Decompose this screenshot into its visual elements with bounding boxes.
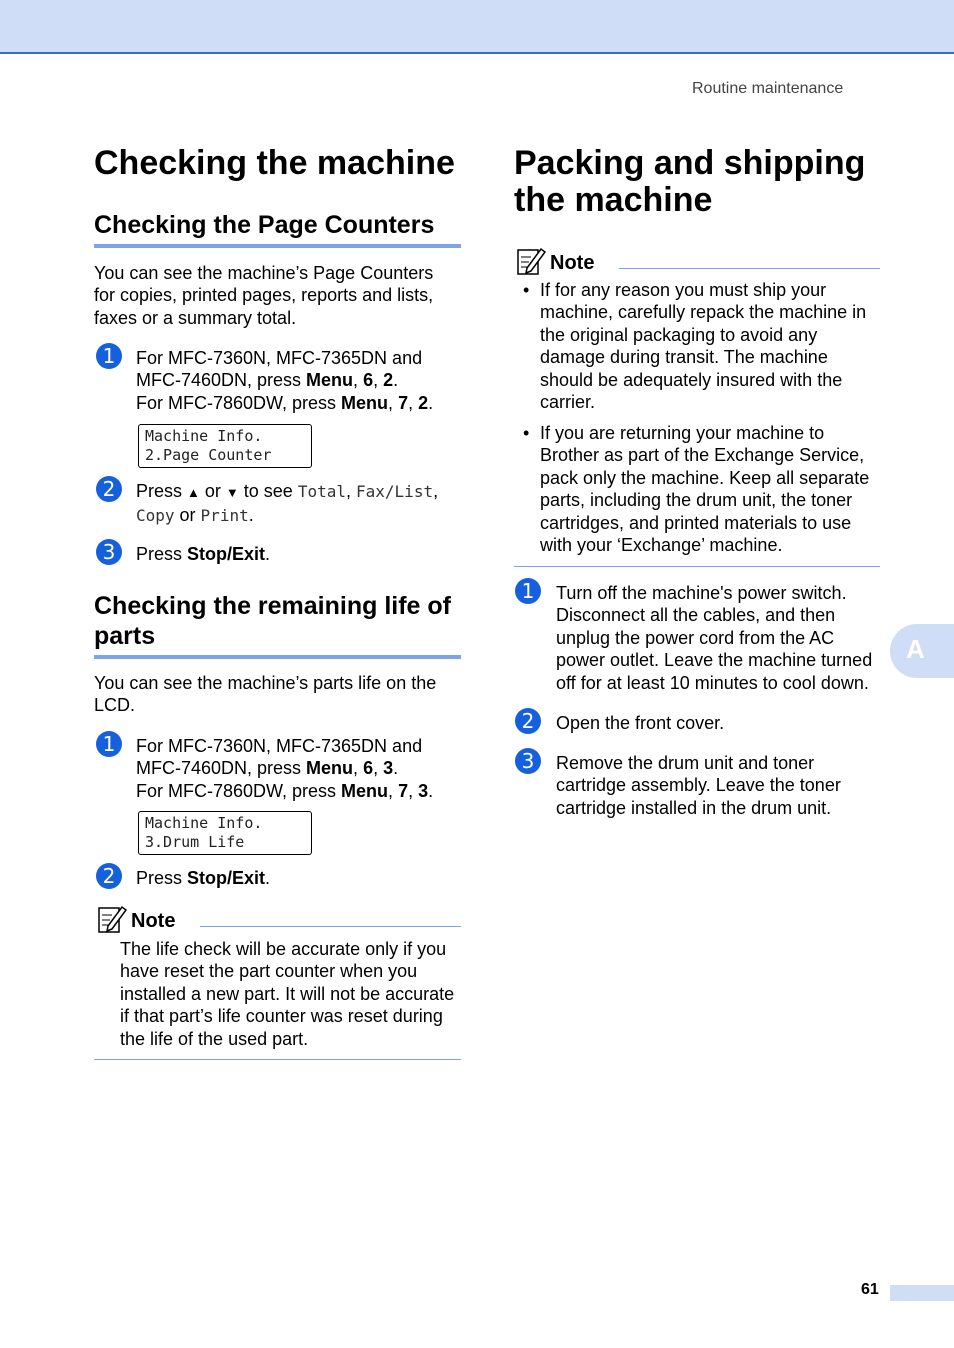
step-number: 2 [515, 708, 541, 734]
text-line: machine, carefully repack the machine in [540, 302, 867, 323]
text-line: off for at least 10 minutes to cool down. [556, 672, 869, 693]
step-number: 2 [96, 863, 122, 889]
text-line: For MFC-7860DW, press Menu, 7, 3. [136, 780, 434, 801]
page-number: 61 [861, 1281, 879, 1298]
step-1-text [136, 735, 433, 802]
text-line: Remove the drum unit and toner [556, 753, 815, 773]
intro-parts-life [94, 672, 436, 717]
appendix-tab-letter: A [906, 634, 925, 664]
text-line: damage during transit. The machine [540, 347, 828, 368]
text-line: pack only the machine. Keep all separate [540, 467, 870, 488]
text-line: For MFC-7360N, MFC-7365DN and [136, 348, 423, 368]
text-line: cartridge assembly. Leave the toner [556, 775, 841, 796]
text-line: Disconnect all the cables, and then [556, 605, 836, 626]
page-title: Checking the machine [94, 144, 455, 182]
text-line: unplug the power cord from the AC [556, 627, 835, 648]
section-heading-parts-life [94, 591, 451, 651]
step-2-text: Press Stop/Exit. [136, 868, 271, 888]
note-label: Note [550, 252, 595, 274]
text-line: parts, including the drum unit, the toner [540, 490, 853, 511]
text-line: have reset the part counter when you [120, 961, 418, 982]
step-number: 3 [515, 748, 541, 774]
text-line: carrier. [540, 392, 596, 413]
bullet-dot: • [523, 280, 530, 300]
text-line: should be adequately insured with the [540, 369, 843, 390]
text-line: The life check will be accurate only if you [120, 939, 447, 959]
step-number: 2 [96, 476, 122, 502]
text-line: Brother as part of the Exchange Service, [540, 445, 865, 466]
text-line: Open the front cover. [556, 713, 725, 733]
step-number: 1 [515, 578, 541, 604]
lcd-line: Machine Info. [145, 427, 263, 445]
down-arrow-icon: ▼ [225, 485, 239, 500]
step-2-text [556, 712, 724, 734]
page-number-bar [890, 1285, 954, 1301]
note-pencil-icon [516, 246, 546, 276]
running-header: Routine maintenance [692, 80, 844, 97]
text-line: with your ‘Exchange’ machine. [540, 535, 783, 556]
heading-line: parts [94, 622, 156, 650]
text-line: power outlet. Leave the machine turned [556, 650, 873, 671]
appendix-tab [890, 624, 954, 678]
intro-page-counters [94, 262, 433, 329]
text-line: You can see the machine’s parts life on the [94, 673, 437, 693]
section-heading-page-counters: Checking the Page Counters [94, 211, 435, 239]
text-line: If for any reason you must ship your [540, 280, 827, 300]
heading-line: Checking the remaining life of [94, 592, 451, 620]
text-line: Copy or Print. [136, 505, 254, 526]
text-line: cartridge installed in the drum unit. [556, 797, 832, 818]
note-end-rule [94, 1059, 461, 1060]
text-line: faxes or a summary total. [94, 307, 297, 328]
text-line: Turn off the machine's power switch. [556, 583, 847, 603]
bullet-dot: • [523, 423, 530, 443]
step-number: 1 [96, 343, 122, 369]
text-line: MFC-7460DN, press Menu, 6, 2. [136, 370, 399, 391]
text-line: For MFC-7860DW, press Menu, 7, 2. [136, 392, 434, 413]
note-bullet [540, 279, 866, 413]
step-number: 1 [96, 731, 122, 757]
step-1-text [136, 347, 433, 414]
text-line: cartridges, and printed materials to use [540, 512, 852, 533]
text-line: For MFC-7360N, MFC-7365DN and [136, 736, 423, 756]
note-pencil-icon [97, 904, 127, 934]
page-title-right [514, 145, 865, 219]
text-line: if that part’s life counter was reset during [120, 1006, 443, 1027]
text-line: Press ▲ or ▼ to see Total, Fax/List, [136, 481, 439, 501]
text-line: MFC-7460DN, press Menu, 6, 3. [136, 758, 399, 779]
section-rule [94, 655, 461, 659]
section-rule [94, 244, 461, 248]
lcd-line: Machine Info. [145, 814, 263, 832]
text-line: You can see the machine’s Page Counters [94, 263, 434, 283]
step-number: 3 [96, 539, 122, 565]
step-3-text: Press Stop/Exit. [136, 544, 271, 564]
lcd-display [138, 811, 312, 855]
step-3-text [556, 752, 841, 819]
text-line: for copies, printed pages, reports and lists, [94, 285, 434, 306]
lcd-display [138, 424, 312, 468]
top-banner [0, 0, 954, 54]
step-2-text [136, 480, 438, 528]
lcd-line: 3.Drum Life [145, 833, 245, 851]
note-bullet [540, 422, 869, 556]
note-rule [200, 926, 461, 927]
note-label: Note [131, 910, 176, 932]
note-end-rule [514, 566, 880, 567]
step-1-text [556, 582, 872, 694]
lcd-line: 2.Page Counter [145, 446, 272, 464]
note-rule [619, 268, 880, 269]
note-body [120, 938, 454, 1050]
heading-line: Packing and shipping [514, 144, 866, 182]
heading-line: the machine [514, 181, 713, 219]
text-line: If you are returning your machine to [540, 423, 825, 443]
up-arrow-icon: ▲ [187, 485, 200, 500]
text-line: LCD. [94, 695, 136, 716]
text-line: installed a new part. It will not be accurate [120, 983, 455, 1004]
text-line: the original packaging to avoid any [540, 324, 818, 345]
text-line: the life of the used part. [120, 1028, 309, 1049]
